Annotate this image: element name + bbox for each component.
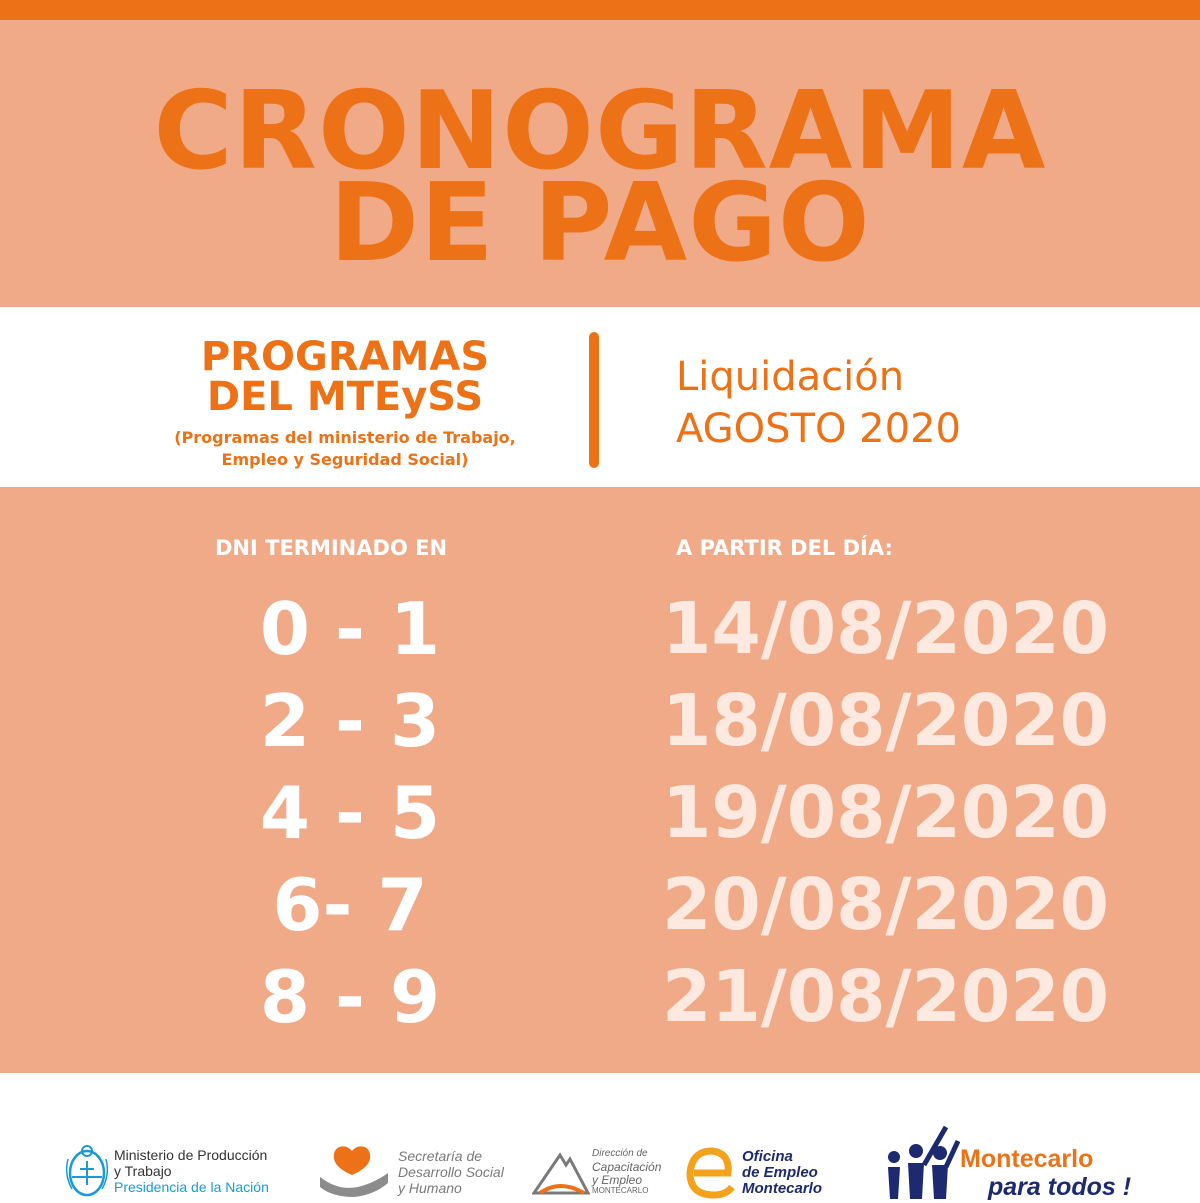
schedule-row <box>0 767 1200 859</box>
payment-schedule-table <box>0 487 1200 1073</box>
schedule-row <box>0 583 1200 675</box>
schedule-row <box>0 951 1200 1043</box>
dni-range: 8 - 9 <box>259 955 441 1039</box>
ministerio-line-2: y Trabajo <box>114 1163 172 1179</box>
oficina-line-2: de Empleo <box>742 1164 818 1181</box>
book-mountain-icon <box>532 1145 590 1195</box>
liquidacion-period: AGOSTO 2020 <box>676 406 961 452</box>
secretaria-logo <box>318 1143 528 1200</box>
vertical-divider <box>589 332 599 468</box>
program-description-line-1: (Programas del ministerio de Trabajo, <box>174 428 516 447</box>
direccion-line-4: MONTECARLO <box>592 1186 649 1195</box>
dni-range: 4 - 5 <box>259 771 441 855</box>
payment-date: 20/08/2020 <box>662 863 1110 946</box>
argentina-coat-of-arms-icon <box>62 1139 112 1199</box>
payment-date: 14/08/2020 <box>662 587 1110 670</box>
e-letter-icon <box>684 1143 740 1199</box>
oficina-line-1: Oficina <box>742 1148 793 1165</box>
ministerio-logo <box>62 1139 312 1199</box>
payment-date: 19/08/2020 <box>662 771 1110 854</box>
oficina-line-3: Montecarlo <box>742 1180 823 1197</box>
program-description-line-2: Empleo y Seguridad Social) <box>221 450 469 469</box>
people-figures-icon <box>880 1117 960 1199</box>
top-accent-bar <box>0 0 1200 20</box>
date-column-header: A PARTIR DEL DÍA: <box>676 536 893 560</box>
direccion-logo <box>532 1145 672 1200</box>
secretaria-line-3: y Humano <box>398 1180 462 1196</box>
dni-column-header: DNI TERMINADO EN <box>215 536 448 560</box>
direccion-line-1: Dirección de <box>592 1148 648 1159</box>
ministerio-line-1: Ministerio de Producción <box>114 1147 268 1163</box>
montecarlo-line-1: Montecarlo <box>960 1145 1094 1173</box>
payment-date: 21/08/2020 <box>662 955 1110 1038</box>
heart-hand-icon <box>318 1143 390 1199</box>
ministerio-line-3: Presidencia de la Nación <box>114 1179 269 1195</box>
payment-date: 18/08/2020 <box>662 679 1110 762</box>
schedule-row <box>0 859 1200 951</box>
program-info-band <box>0 307 1200 487</box>
oficina-empleo-logo <box>684 1143 864 1200</box>
liquidacion-label: Liquidación <box>676 354 905 400</box>
direccion-line-2: Capacitación <box>592 1160 662 1174</box>
schedule-row <box>0 675 1200 767</box>
montecarlo-line-2: para todos ! <box>988 1173 1132 1201</box>
secretaria-line-1: Secretaría de <box>398 1148 483 1164</box>
secretaria-line-2: Desarrollo Social <box>398 1164 504 1180</box>
program-title-line-1: PROGRAMAS <box>200 334 490 380</box>
dni-range: 6- 7 <box>272 863 428 947</box>
program-title-line-2: DEL MTEySS <box>206 374 484 420</box>
sponsor-logos-footer <box>0 1073 1200 1200</box>
direccion-line-3: y Empleo <box>592 1173 643 1187</box>
page-title-line-2: DE PAGO <box>329 161 871 286</box>
montecarlo-para-todos-logo <box>880 1117 1180 1200</box>
page-title-line-1: CRONOGRAMA <box>153 69 1047 194</box>
dni-range: 0 - 1 <box>259 587 441 671</box>
dni-range: 2 - 3 <box>259 679 441 763</box>
